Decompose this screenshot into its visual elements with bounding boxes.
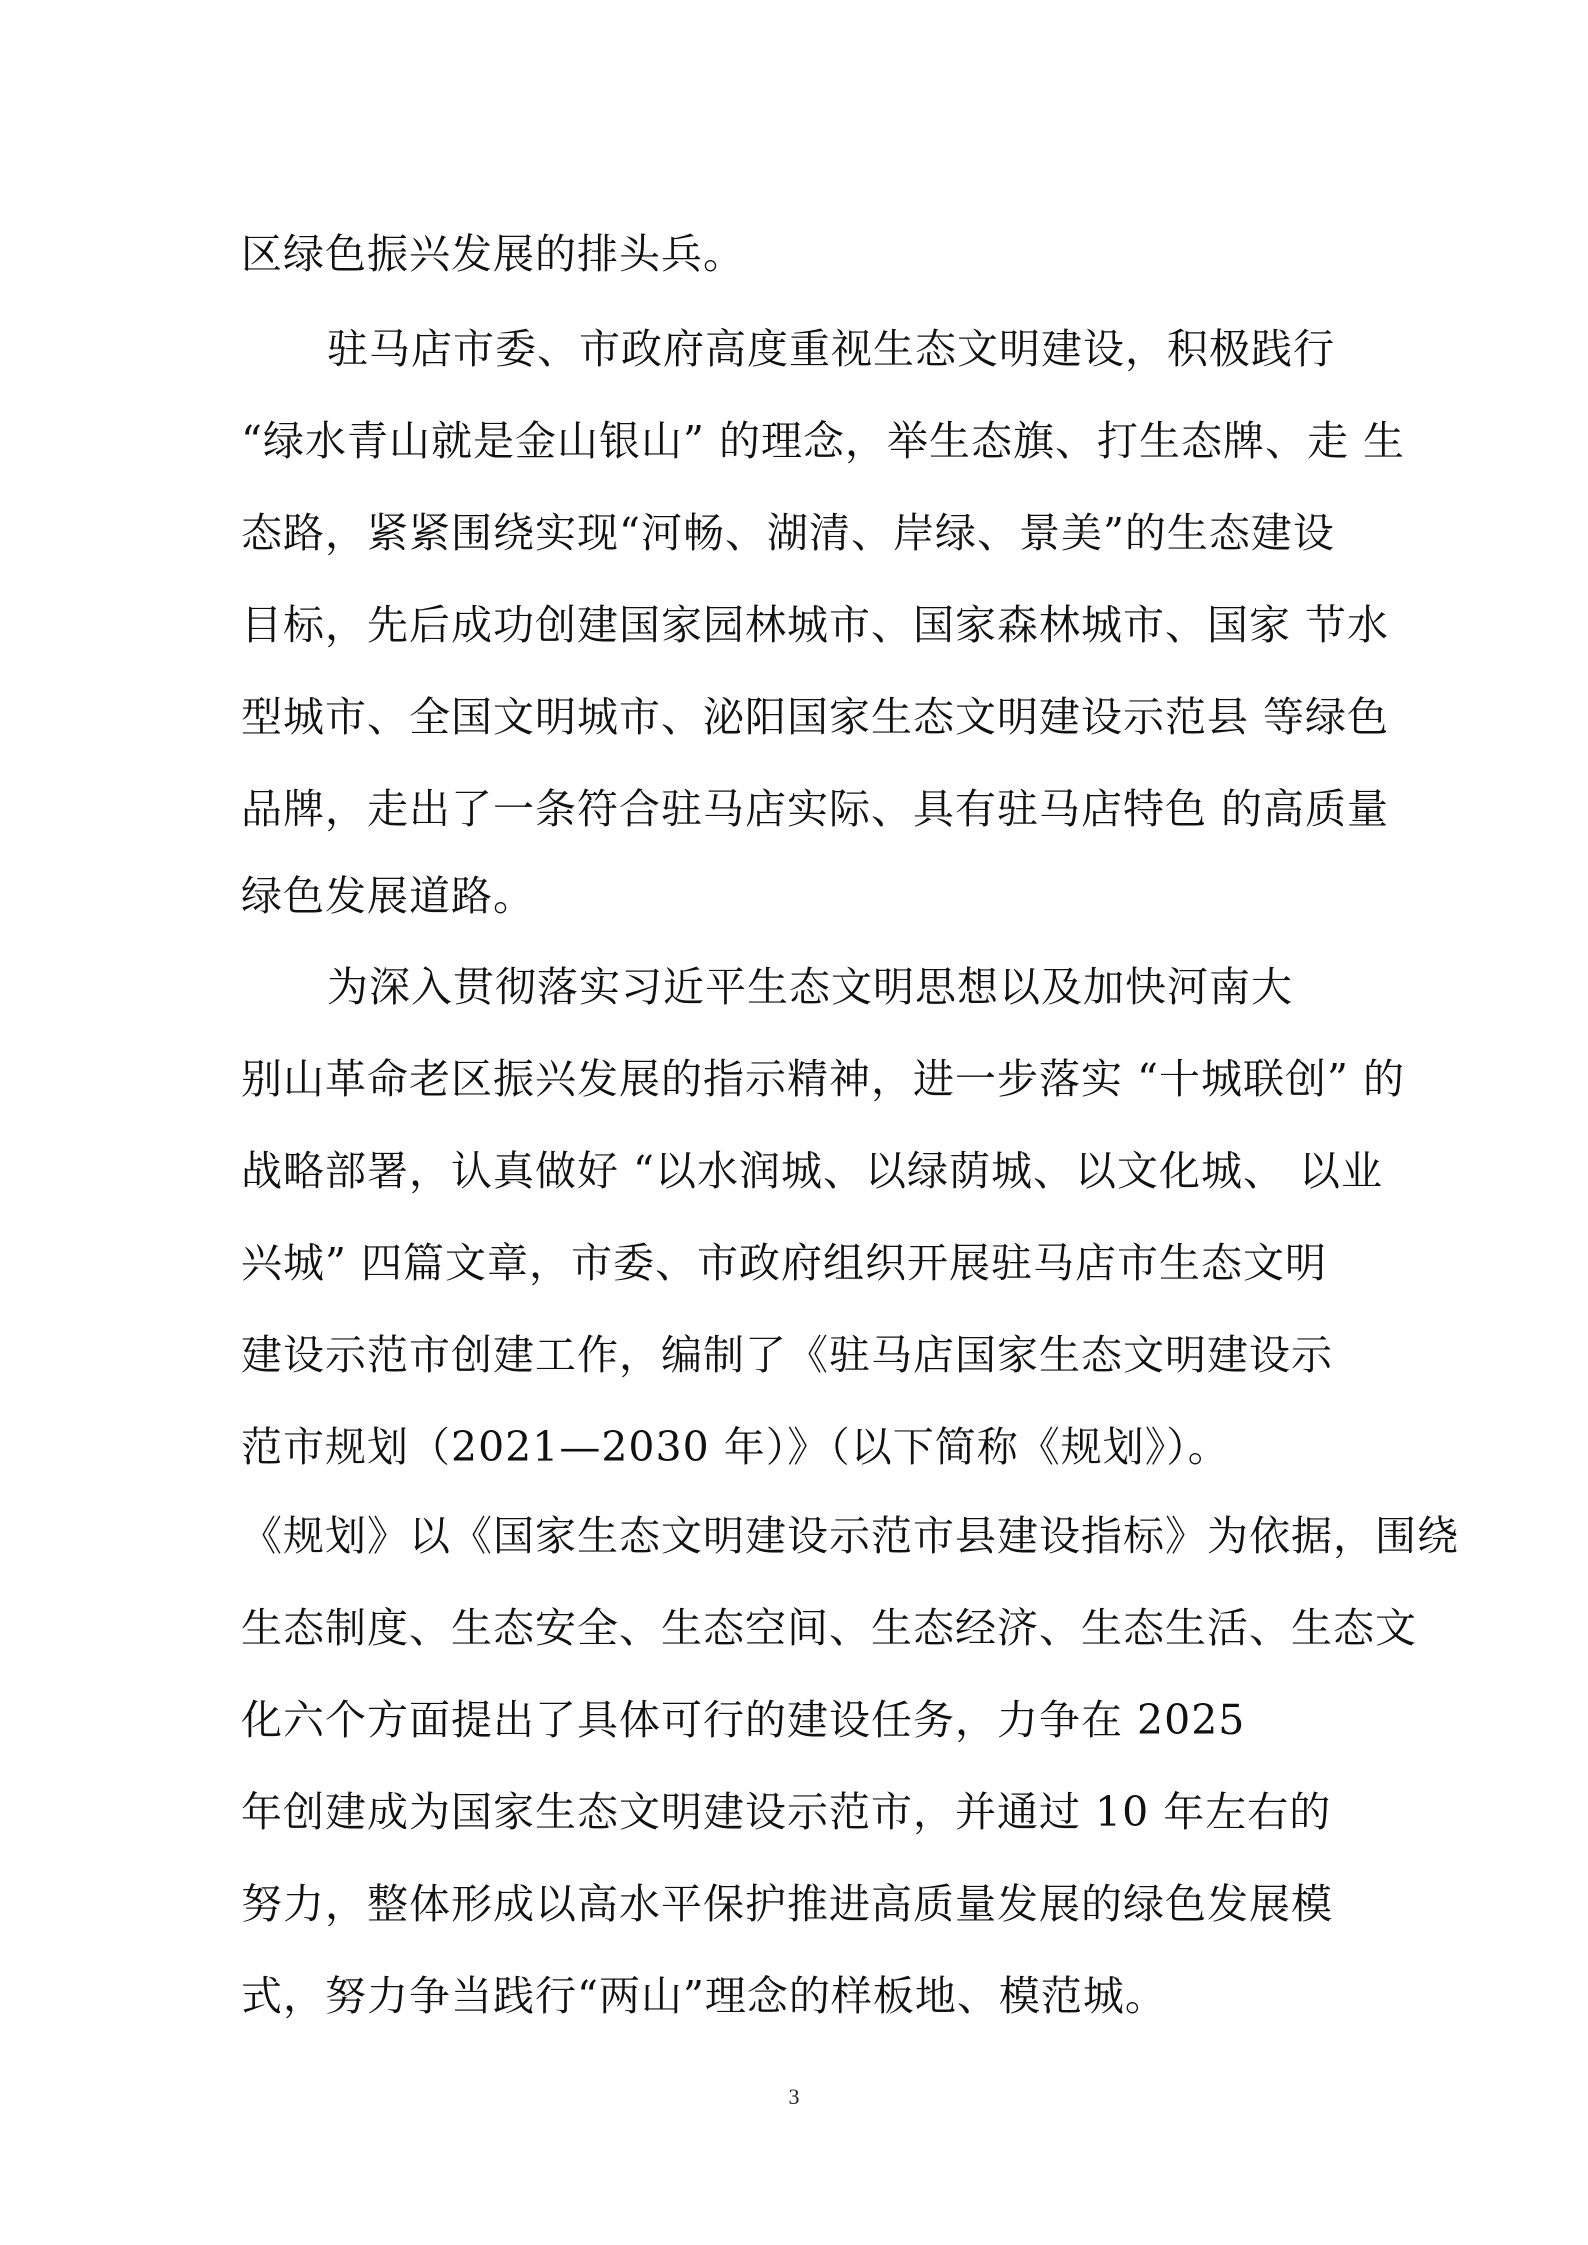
body-text-line: 目标，先后成功创建国家园林城市、国家森林城市、国家 节水 [241,601,1390,649]
body-text-line: 型城市、全国文明城市、泌阳国家生态文明建设示范县 等绿色 [241,693,1390,741]
body-text-line: “绿水青山就是金山银山” 的理念，举生态旗、打生态牌、走 生 [241,417,1405,465]
body-text-line: 绿色发展道路。 [241,872,535,920]
body-text-line: 态路，紧紧围绕实现“河畅、湖清、岸绿、景美”的生态建设 [241,509,1335,557]
body-text-line: 范市规划（2021—2030 年）》（以下简称《规划》）。 [241,1423,1230,1471]
body-text-line: 兴城” 四篇文章，市委、市政府组织开展驻马店市生态文明 [241,1239,1327,1287]
body-text-line: 式，努力争当践行“两山”理念的样板地、模范城。 [241,1972,1167,2020]
body-text-line: 区绿色振兴发展的排头兵。 [241,230,745,278]
body-text-line: 生态制度、生态安全、生态空间、生态经济、生态生活、生态文 [241,1604,1417,1652]
page-number: 3 [788,2084,800,2109]
body-text-line: 战略部署，认真做好 “以水润城、以绿荫城、以文化城、 以业 [241,1147,1384,1195]
body-text-line: 年创建成为国家生态文明建设示范市，并通过 10 年左右的 [241,1788,1332,1836]
body-text-line: 化六个方面提出了具体可行的建设任务，力争在 2025 [241,1696,1246,1744]
paragraph-first-line: 驻马店市委、市政府高度重视生态文明建设，积极践行 [327,325,1335,373]
body-text-line: 别山革命老区振兴发展的指示精神，进一步落实 “十城联创” 的 [241,1055,1405,1103]
paragraph-first-line: 为深入贯彻落实习近平生态文明思想以及加快河南大 [327,963,1293,1011]
body-text-line: 品牌，走出了一条符合驻马店实际、具有驻马店特色 的高质量 [241,785,1390,833]
body-text-line: 努力，整体形成以高水平保护推进高质量发展的绿色发展模 [241,1880,1333,1928]
body-text-line: 建设示范市创建工作，编制了《驻马店国家生态文明建设示 [241,1331,1333,1379]
body-text-line: 《规划》以《国家生态文明建设示范市县建设指标》为依据，围绕 [241,1512,1459,1560]
